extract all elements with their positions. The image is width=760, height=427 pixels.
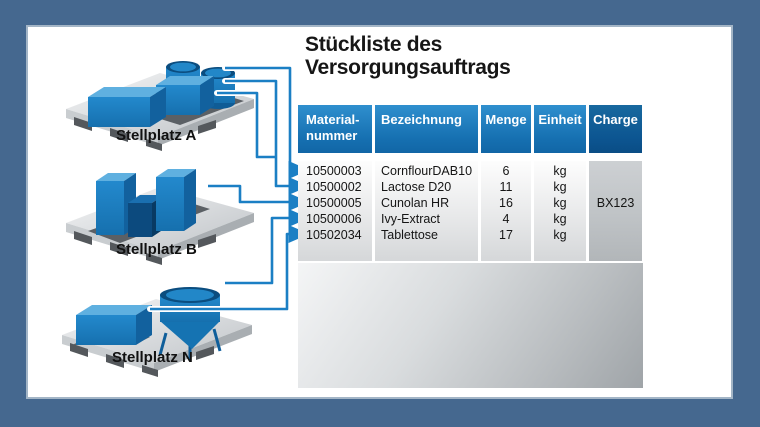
cell-materialnummer: 10500003 [306, 164, 362, 178]
cell-materialnummer: 10500002 [306, 180, 362, 194]
cell-einheit: kg [553, 180, 567, 194]
table-row [298, 211, 643, 227]
cell-charge: BX123 [596, 196, 635, 210]
figure-panel [28, 27, 731, 397]
title-line-2: Versorgungsauftrags [305, 56, 511, 79]
stellplatz-a-label: Stellplatz A [116, 127, 197, 144]
table-header-row [298, 105, 643, 153]
cell-menge: 16 [499, 196, 513, 210]
cell-menge: 4 [502, 212, 510, 226]
figure-title [305, 33, 511, 79]
header-cell-0: Material-nummer [298, 105, 372, 153]
cell-materialnummer: 10502034 [306, 228, 362, 242]
cell-einheit: kg [553, 196, 567, 210]
cell-bezeichnung: Ivy-Extract [381, 212, 441, 226]
cell-bezeichnung: Lactose D20 [381, 180, 452, 194]
table-row [298, 163, 643, 179]
header-cell-1: Bezeichnung [375, 105, 478, 153]
cell-bezeichnung: Cunolan HR [381, 196, 450, 210]
stellplatz-n-label: Stellplatz N [112, 349, 193, 366]
cell-menge: 11 [499, 180, 513, 194]
table-row [298, 179, 643, 195]
header-cell-4: Charge [589, 105, 642, 153]
header-cell-2: Menge [481, 105, 531, 153]
table-body [298, 161, 643, 261]
cell-materialnummer: 10500005 [306, 196, 362, 210]
table-row [298, 227, 643, 243]
title-line-1: Stückliste des [305, 33, 443, 56]
cell-bezeichnung: Tablettose [381, 228, 438, 242]
table-backdrop [298, 263, 643, 388]
header-cell-3: Einheit [534, 105, 586, 153]
cell-menge: 17 [499, 228, 513, 242]
cell-menge: 6 [502, 164, 510, 178]
bom-table [298, 105, 643, 153]
cell-einheit: kg [553, 164, 567, 178]
stellplatz-b-label: Stellplatz B [116, 241, 197, 258]
table-rows [298, 163, 643, 243]
cell-einheit: kg [553, 228, 567, 242]
cell-einheit: kg [553, 212, 567, 226]
cell-materialnummer: 10500006 [306, 212, 362, 226]
table-row [298, 195, 643, 211]
cell-bezeichnung: CornflourDAB10 [381, 164, 473, 178]
